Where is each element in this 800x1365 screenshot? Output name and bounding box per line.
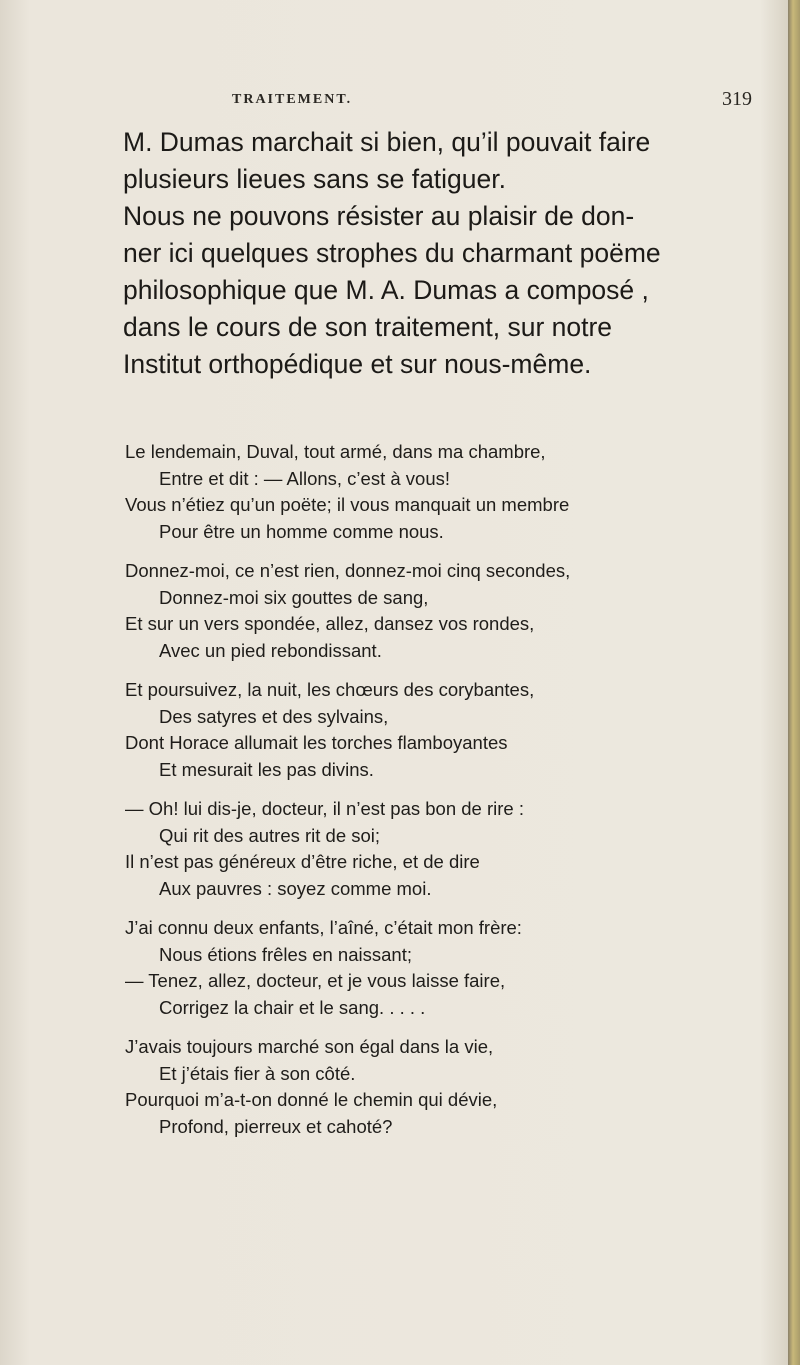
prose-paragraphs bbox=[123, 124, 763, 383]
poem-verse: Pourquoi m’a-t-on donné le chemin qui dévie, bbox=[125, 1089, 498, 1110]
poem-verse: Des satyres et des sylvains, bbox=[159, 705, 389, 727]
poem-verse: Avec un pied rebondissant. bbox=[159, 639, 382, 661]
running-head-title: TRAITEMENT. bbox=[232, 92, 353, 107]
poem-stanza bbox=[125, 915, 765, 1021]
poem-verse: Donnez-moi six gouttes de sang, bbox=[159, 586, 429, 608]
poem-verse: Corrigez la chair et le sang. . . . . bbox=[159, 996, 426, 1018]
poem-verse: Et mesurait les pas divins. bbox=[159, 758, 374, 780]
poem-verse: Qui rit des autres rit de soi; bbox=[159, 824, 381, 846]
poem-verse: Le lendemain, Duval, tout armé, dans ma chambre, bbox=[125, 441, 546, 462]
poem-verse: Et poursuivez, la nuit, les chœurs des corybantes, bbox=[125, 679, 535, 700]
poem-stanza bbox=[125, 796, 765, 902]
poem bbox=[125, 439, 765, 1153]
prose-line: Nous ne pouvons résister au plaisir de don- bbox=[123, 201, 635, 231]
prose-line: M. Dumas marchait si bien, qu’il pouvait faire bbox=[123, 127, 651, 157]
prose-line: philosophique que M. A. Dumas a composé , bbox=[123, 275, 649, 305]
poem-verse: Il n’est pas généreux d’être riche, et de dire bbox=[125, 851, 480, 872]
page-edge bbox=[788, 0, 800, 1365]
poem-stanza bbox=[125, 439, 765, 545]
poem-verse: — Tenez, allez, docteur, et je vous laisse faire, bbox=[125, 970, 506, 991]
poem-stanza bbox=[125, 1034, 765, 1140]
prose-line: ner ici quelques strophes du charmant poëme bbox=[123, 238, 661, 268]
poem-verse: Et j’étais fier à son côté. bbox=[159, 1062, 356, 1084]
poem-verse: J’avais toujours marché son égal dans la vie, bbox=[125, 1036, 494, 1057]
prose-line: dans le cours de son traitement, sur notre bbox=[123, 312, 613, 342]
prose-line: Institut orthopédique et sur nous-même. bbox=[123, 349, 592, 379]
poem-verse: Aux pauvres : soyez comme moi. bbox=[159, 877, 432, 899]
poem-verse: J’ai connu deux enfants, l’aîné, c’était mon frère: bbox=[125, 917, 522, 938]
poem-verse: Vous n’étiez qu’un poëte; il vous manquait un membre bbox=[125, 494, 570, 515]
poem-verse: Entre et dit : — Allons, c’est à vous! bbox=[159, 467, 450, 489]
poem-verse: Dont Horace allumait les torches flamboyantes bbox=[125, 732, 508, 753]
poem-stanza bbox=[125, 677, 765, 783]
poem-verse: Pour être un homme comme nous. bbox=[159, 520, 444, 542]
prose-line: plusieurs lieues sans se fatiguer. bbox=[123, 164, 506, 194]
poem-verse: Et sur un vers spondée, allez, dansez vos rondes, bbox=[125, 613, 535, 634]
poem-verse: Profond, pierreux et cahoté? bbox=[159, 1115, 393, 1137]
poem-verse: Nous étions frêles en naissant; bbox=[159, 943, 412, 965]
poem-stanza bbox=[125, 558, 765, 664]
page-number: 319 bbox=[722, 88, 752, 110]
poem-verse: Donnez-moi, ce n’est rien, donnez-moi cinq secondes, bbox=[125, 560, 571, 581]
poem-verse: — Oh! lui dis-je, docteur, il n’est pas bon de rire : bbox=[125, 798, 524, 819]
running-head bbox=[0, 88, 788, 112]
